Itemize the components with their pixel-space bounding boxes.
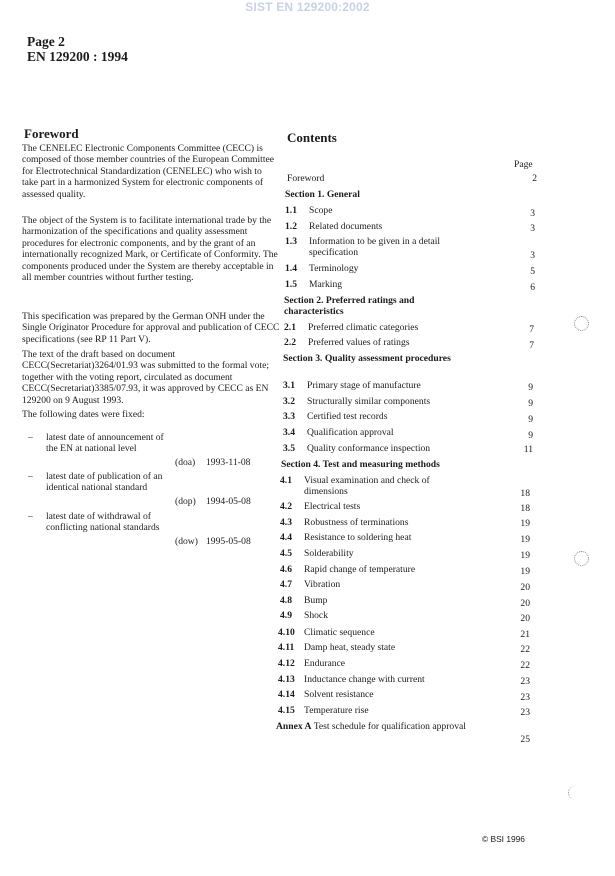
toc-section-heading: Section 1. General <box>285 189 360 200</box>
toc-section-heading: Section 3. Quality assessment procedures <box>283 353 451 364</box>
toc-label: Electrical tests <box>304 501 361 512</box>
contents-heading: Contents <box>287 130 337 145</box>
toc-label: Foreword <box>287 173 325 184</box>
page-column-header: Page <box>514 159 533 170</box>
toc-number: 3.4 <box>283 427 295 438</box>
toc-number: 4.2 <box>280 501 292 512</box>
toc-number: 1.4 <box>285 263 297 274</box>
toc-label: Test schedule for qualification approval <box>313 721 466 732</box>
toc-number: Annex A <box>276 721 312 732</box>
toc-label: Preferred climatic categories <box>308 322 419 333</box>
list-dash: – <box>28 432 33 443</box>
toc-number: 1.3 <box>285 236 297 247</box>
toc-entry-foreword <box>287 173 537 185</box>
toc-page: 18 <box>520 488 530 499</box>
toc-entry <box>278 642 530 654</box>
toc-page: 5 <box>530 266 535 277</box>
toc-entry <box>284 337 534 349</box>
toc-entry <box>280 501 530 513</box>
toc-page: 22 <box>520 660 530 671</box>
toc-entry <box>278 627 530 639</box>
date-list-item <box>28 471 268 511</box>
toc-page: 23 <box>520 707 530 718</box>
toc-page: 18 <box>520 503 530 514</box>
toc-entry <box>280 548 530 560</box>
toc-label: Solderability <box>304 548 354 559</box>
date-value: 1993-11-08 <box>206 457 251 468</box>
toc-number: 1.2 <box>285 221 297 232</box>
toc-number: 4.5 <box>280 548 292 559</box>
toc-entry <box>280 517 530 529</box>
toc-label: Inductance change with current <box>304 674 425 685</box>
toc-number: 2.1 <box>284 322 296 333</box>
toc-number: 4.13 <box>278 674 295 685</box>
toc-page: 20 <box>520 582 530 593</box>
toc-entry <box>285 205 535 217</box>
toc-number: 1.1 <box>285 205 297 216</box>
toc-label: Solvent resistance <box>304 689 374 700</box>
punch-hole-mark <box>568 786 583 800</box>
foreword-paragraph: The text of the draft based on document CECC(Secretariat)3264/01.93 was submitted to the formal vote; together with the voting report, circulated as document CECC(Secretariat)3385/07.93, it was approved by CECC as EN 129200 on 9 August 1993. <box>22 349 269 406</box>
foreword-paragraph: The CENELEC Electronic Components Committee (CECC) is composed of those member countries of the European Committee for Electrotechnical Standardization (CENELEC) who wish to take part in a harmonized System for electronic components of assessed quality. <box>22 143 275 200</box>
toc-label: Terminology <box>309 263 359 274</box>
toc-entry <box>280 610 530 622</box>
toc-page: 3 <box>530 223 535 234</box>
toc-number: 3.3 <box>283 411 295 422</box>
toc-number: 4.7 <box>280 579 292 590</box>
document-number: EN 129200 : 1994 <box>27 49 128 64</box>
toc-label: Vibration <box>304 579 341 590</box>
toc-label: Shock <box>304 610 328 621</box>
toc-page: 2 <box>532 173 537 184</box>
page-number: Page 2 <box>27 34 65 49</box>
toc-page: 20 <box>520 598 530 609</box>
toc-number: 3.2 <box>283 396 295 407</box>
toc-entry <box>280 595 530 607</box>
toc-label: Climatic sequence <box>304 627 375 638</box>
toc-label: Bump <box>304 595 328 606</box>
date-value: 1995-05-08 <box>206 536 251 547</box>
date-value: 1994-05-08 <box>206 496 251 507</box>
date-description: latest date of withdrawal of conflicting national standards <box>46 511 160 534</box>
toc-label: Quality conformance inspection <box>307 443 431 454</box>
toc-entry-annex <box>276 721 530 745</box>
toc-label: Temperature rise <box>304 705 369 716</box>
toc-label: Resistance to soldering heat <box>304 532 412 543</box>
toc-entry <box>278 658 530 670</box>
copyright-notice: © BSI 1996 <box>482 834 525 844</box>
date-code: (doa) <box>175 457 196 468</box>
toc-label: Marking <box>309 279 343 290</box>
toc-label: Rapid change of temperature <box>304 564 416 575</box>
toc-label: Robustness of terminations <box>304 517 409 528</box>
toc-page: 11 <box>523 444 533 455</box>
toc-page: 3 <box>530 250 535 261</box>
toc-label: Related documents <box>309 221 383 232</box>
toc-page: 7 <box>529 324 534 335</box>
toc-number: 4.3 <box>280 517 292 528</box>
annex-line <box>276 721 476 732</box>
toc-page: 19 <box>520 518 530 529</box>
toc-label: Damp heat, steady state <box>304 642 396 653</box>
toc-entry <box>283 443 533 455</box>
date-list-item <box>28 511 268 551</box>
punch-hole-mark <box>574 316 589 331</box>
toc-label: Scope <box>309 205 333 216</box>
toc-page: 9 <box>528 430 533 441</box>
toc-number: 4.6 <box>280 564 292 575</box>
toc-page: 9 <box>528 414 533 425</box>
toc-number: 3.1 <box>283 380 295 391</box>
toc-entry <box>285 279 535 291</box>
toc-entry <box>283 380 533 392</box>
toc-label: Primary stage of manufacture <box>307 380 421 391</box>
toc-number: 4.15 <box>278 705 295 716</box>
toc-entry <box>285 221 535 233</box>
foreword-paragraph: The following dates were fixed: <box>22 409 145 420</box>
toc-label: Visual examination and check of dimensions <box>304 475 430 498</box>
toc-page: 23 <box>520 692 530 703</box>
toc-number: 2.2 <box>284 337 296 348</box>
toc-number: 4.4 <box>280 532 292 543</box>
toc-page: 19 <box>520 550 530 561</box>
toc-page: 6 <box>530 282 535 293</box>
date-description: latest date of announcement of the EN at national level <box>46 432 164 455</box>
toc-entry <box>285 263 535 275</box>
toc-number: 1.5 <box>285 279 297 290</box>
toc-page: 19 <box>520 534 530 545</box>
watermark-text: SIST EN 129200:2002 <box>245 0 370 14</box>
toc-number: 4.10 <box>278 627 295 638</box>
toc-number: 4.14 <box>278 689 295 700</box>
toc-number: 4.12 <box>278 658 295 669</box>
toc-number: 3.5 <box>283 443 295 454</box>
toc-entry <box>280 532 530 544</box>
toc-entry <box>284 322 534 334</box>
toc-label: Structurally similar components <box>307 396 431 407</box>
toc-entry <box>285 236 535 260</box>
date-code: (dop) <box>175 496 196 507</box>
toc-label: Endurance <box>304 658 346 669</box>
toc-entry <box>283 427 533 439</box>
date-code: (dow) <box>175 536 198 547</box>
toc-entry <box>278 705 530 717</box>
toc-page: 3 <box>530 208 535 219</box>
foreword-paragraph: This specification was prepared by the German ONH under the Single Originator Procedure for approval and publication of CECC specifications (see RP 11 Part V). <box>22 311 280 345</box>
toc-entry <box>280 564 530 576</box>
toc-page: 23 <box>520 676 530 687</box>
date-description: latest date of publication of an identical national standard <box>46 471 163 494</box>
toc-entry <box>283 396 533 408</box>
toc-entry <box>280 475 530 499</box>
toc-page: 20 <box>520 613 530 624</box>
date-list-item <box>28 432 268 472</box>
toc-number: 4.8 <box>280 595 292 606</box>
foreword-heading: Foreword <box>24 126 79 141</box>
toc-label: Information to be given in a detail specification <box>309 236 441 259</box>
toc-entry <box>280 579 530 591</box>
list-dash: – <box>28 471 33 482</box>
toc-entry <box>278 689 530 701</box>
toc-label: Preferred values of ratings <box>308 337 410 348</box>
toc-label: Qualification approval <box>307 427 394 438</box>
toc-number: 4.1 <box>280 475 292 486</box>
toc-page: 25 <box>520 734 530 745</box>
toc-page: 9 <box>528 382 533 393</box>
toc-entry <box>278 674 530 686</box>
foreword-paragraph: The object of the System is to facilitate international trade by the harmonization of the specifications and quality assessment procedures for electronic components, and by the grant of an internationally recognized Mark, or Certificate of Conformity. The components produced under the System are thereby acceptable in all member countries without further testing. <box>22 215 278 284</box>
toc-entry <box>283 411 533 423</box>
toc-number: 4.9 <box>280 610 292 621</box>
toc-label: Certified test records <box>307 411 388 422</box>
toc-page: 9 <box>528 398 533 409</box>
toc-section-heading: Section 4. Test and measuring methods <box>281 459 440 470</box>
toc-page: 21 <box>520 629 530 640</box>
toc-page: 7 <box>529 340 534 351</box>
toc-page: 22 <box>520 644 530 655</box>
toc-number: 4.11 <box>278 642 295 653</box>
toc-section-heading: Section 2. Preferred ratings and characteristics <box>284 295 415 318</box>
toc-page: 19 <box>520 566 530 577</box>
punch-hole-mark <box>574 551 589 566</box>
list-dash: – <box>28 511 33 522</box>
